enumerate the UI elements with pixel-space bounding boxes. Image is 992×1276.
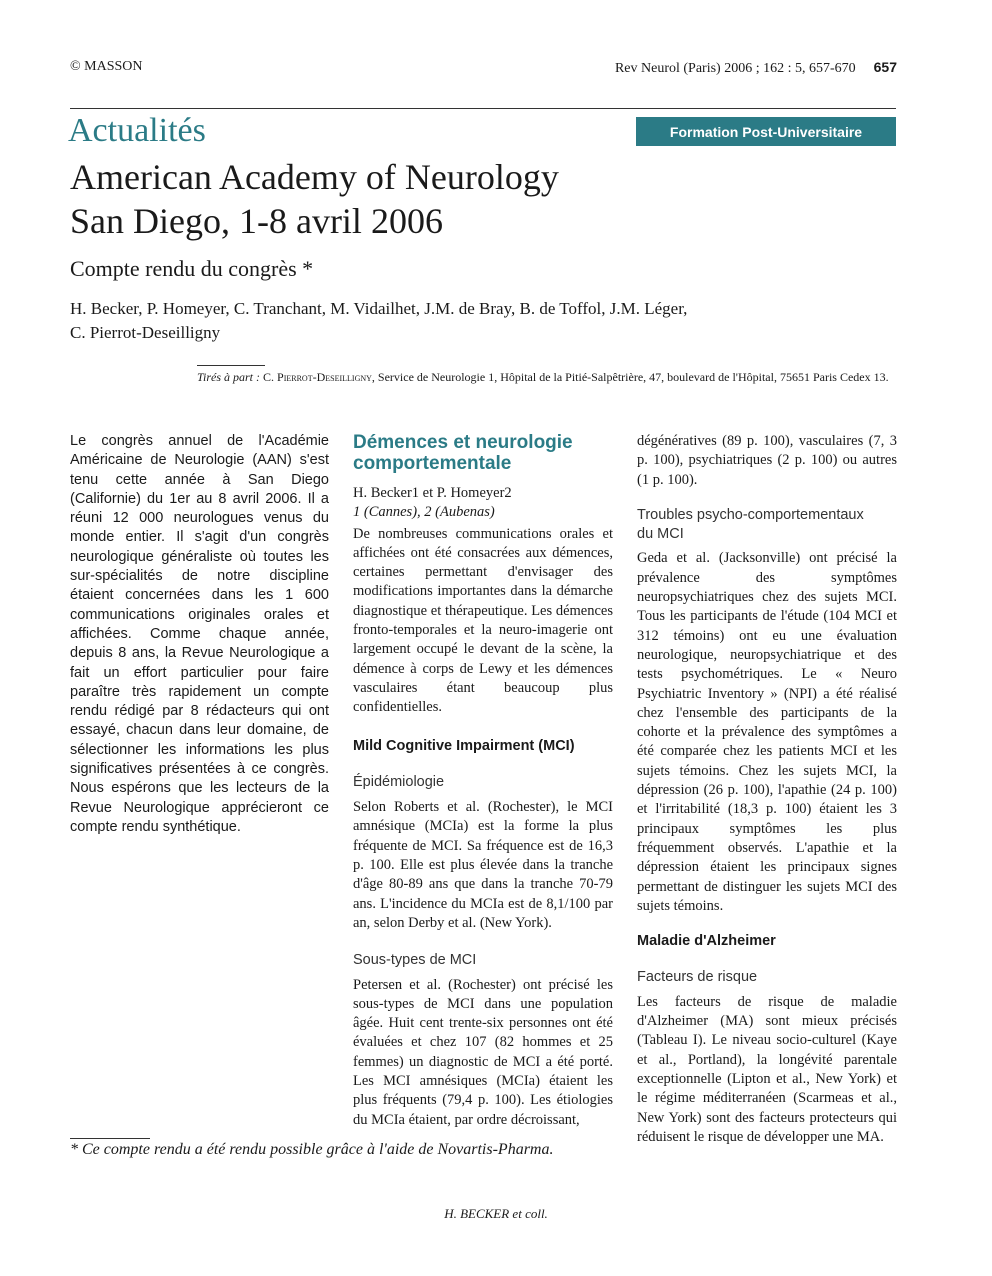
section-authors: H. Becker1 et P. Homeyer2	[353, 485, 512, 501]
column-2	[353, 432, 613, 1130]
article-title	[70, 155, 559, 243]
authors-line-1: H. Becker, P. Homeyer, C. Tranchant, M. Vidailhet, J.M. de Bray, B. de Toffol, J.M. Léger,	[70, 299, 688, 318]
correspondence-label: Tirés à part :	[197, 370, 261, 384]
page-footer: H. BECKER et coll.	[444, 1206, 548, 1221]
subheading-behavioral: Troubles psycho-comportementaux du MCI	[637, 506, 864, 543]
correspondence-name: C. Pierrot-Deseilligny	[263, 370, 372, 384]
paragraph: Selon Roberts et al. (Rochester), le MCI amnésique (MCIa) est la forme la plus fréquente de MCI. Sa fréquence est de 16,3 p. 100. Elle est plus élevée dans la tranche d'âge 80-89 ans que dans la tranche 70-79 ans. L'incidence du MCIa est de 8,1/100 par an, selon Derby et al. (New York).	[353, 799, 613, 931]
running-header	[615, 59, 897, 77]
paragraph: Les facteurs de risque de maladie d'Alzheimer (MA) sont mieux précisés (Tableau I). Le niveau socio-culturel (Kaye et al., Portland), la longévité parentale exceptionnelle (Lipton et al., New York) et le régime méditerranéen (Scarmeas et al., New York) sont des facteurs protecteurs qui réduisent le risque de développer une MA.	[637, 993, 897, 1145]
section-affiliations: 1 (Cannes), 2 (Aubenas)	[353, 504, 495, 521]
subheading-alzheimer: Maladie d'Alzheimer	[637, 933, 776, 950]
column-3	[637, 432, 897, 1147]
subheading-risk-factors: Facteurs de risque	[637, 969, 758, 986]
column-1	[70, 432, 329, 837]
correspondence	[197, 369, 897, 385]
subheading-subtypes: Sous-types de MCI	[353, 952, 477, 969]
subheading-epidemiology: Épidémiologie	[353, 773, 445, 790]
paragraph: dégénératives (89 p. 100), vasculaires (7, 3 p. 100), psychiatriques (2 p. 100) ou autres (1 p. 100).	[637, 433, 897, 488]
intro-paragraph: Le congrès annuel de l'Académie Américaine de Neurologie (AAN) s'est tenu cette année à San Diego (Californie) du 1er au 8 avril 2006. Il a réuni 12 000 neurologues venus du monde entier. Il s'agit d'un congrès neurologique généraliste où toutes les sur-spécialités de notre discipline étaient concernées dans les 1 600 communications originales orales et affichées. Comme chaque année, depuis 8 ans, la Revue Neurologique a fait un effort particulier pour faire paraître très rapidement un compte rendu rédigé par 8 rédacteurs qui ont essayé, chacun dans leur domaine, de sélectionner les informations les plus significatives présentées à ce congrès. Nous espérons que les lecteurs de la Revue Neurologique apprécieront ce compte rendu synthétique.	[70, 433, 329, 835]
citation: Rev Neurol (Paris) 2006 ; 162 : 5, 657-670	[614, 61, 856, 76]
authors-line-2: C. Pierrot-Deseilligny	[70, 323, 221, 342]
section-label: Actualités	[68, 112, 206, 149]
paragraph: Petersen et al. (Rochester) ont précisé les sous-types de MCI dans une population âgée. Huit cent trente-six personnes ont été évaluées et chez 107 (82 hommes et 25 femmes) un diagnostic de MCI a été porté. Les MCI amnésiques (MCIa) étaient les plus fréquents (79,4 p. 100). Les étiologies du MCIa étaient, par ordre décroissant,	[353, 976, 613, 1128]
correspondence-rule	[197, 365, 265, 366]
subheading-mci: Mild Cognitive Impairment (MCI)	[353, 737, 575, 754]
publisher: © MASSON	[70, 59, 143, 74]
paragraph: Geda et al. (Jacksonville) ont précisé la prévalence des symptômes neuropsychiatriques chez des sujets MCI. Tous les participants de l'étude (104 MCI et 312 témoins) ont eu une évaluation neurologique, neuropsychiatrique et des tests psychométriques. Le « Neuro Psychiatric Inventory » (NPI) a été réalisé chez l'ensemble des participants de la cohorte et la prévalence des symptômes a été comparée chez les patients MCI et les sujets témoins. Chez les sujets MCI, la dépression (26 p. 100), l'apathie (24 p. 100) et l'irritabilité (18,3 p. 100) étaient les 3 principaux symptômes les plus fréquemment observés. L'apathie et la dépression étaient les principaux signes permettant de distinguer les sujets MCI des sujets témoins.	[637, 550, 897, 914]
paragraph: De nombreuses communications orales et affichées ont été consacrées aux démences, certaines permettant d'envisager des modifications importantes dans la démarche diagnostique et thérapeutique. Les démences fronto-temporales et la neuro-imagerie ont largement occupé le devant de la scène, la démence à corps de Lewy et les démences vasculaires étant beaucoup plus confidentielles.	[353, 525, 613, 716]
footnote: * Ce compte rendu a été rendu possible grâce à l'aide de Novartis-Pharma.	[70, 1141, 554, 1158]
correspondence-address: , Service de Neurologie 1, Hôpital de la Pitié-Salpêtrière, 47, boulevard de l'Hôpital, 75651 Paris Cedex 13.	[371, 370, 889, 384]
footnote-rule	[70, 1138, 150, 1139]
author-list	[70, 297, 790, 345]
category-badge: Formation Post-Universitaire	[636, 117, 896, 146]
header-rule	[70, 108, 896, 109]
title-line-1: American Academy of Neurology	[70, 157, 559, 197]
page-number: 657	[873, 59, 897, 75]
section-heading: Démences et neurologie comportementale	[353, 432, 573, 474]
article-subtitle: Compte rendu du congrès *	[70, 256, 314, 281]
title-line-2: San Diego, 1-8 avril 2006	[70, 201, 443, 241]
